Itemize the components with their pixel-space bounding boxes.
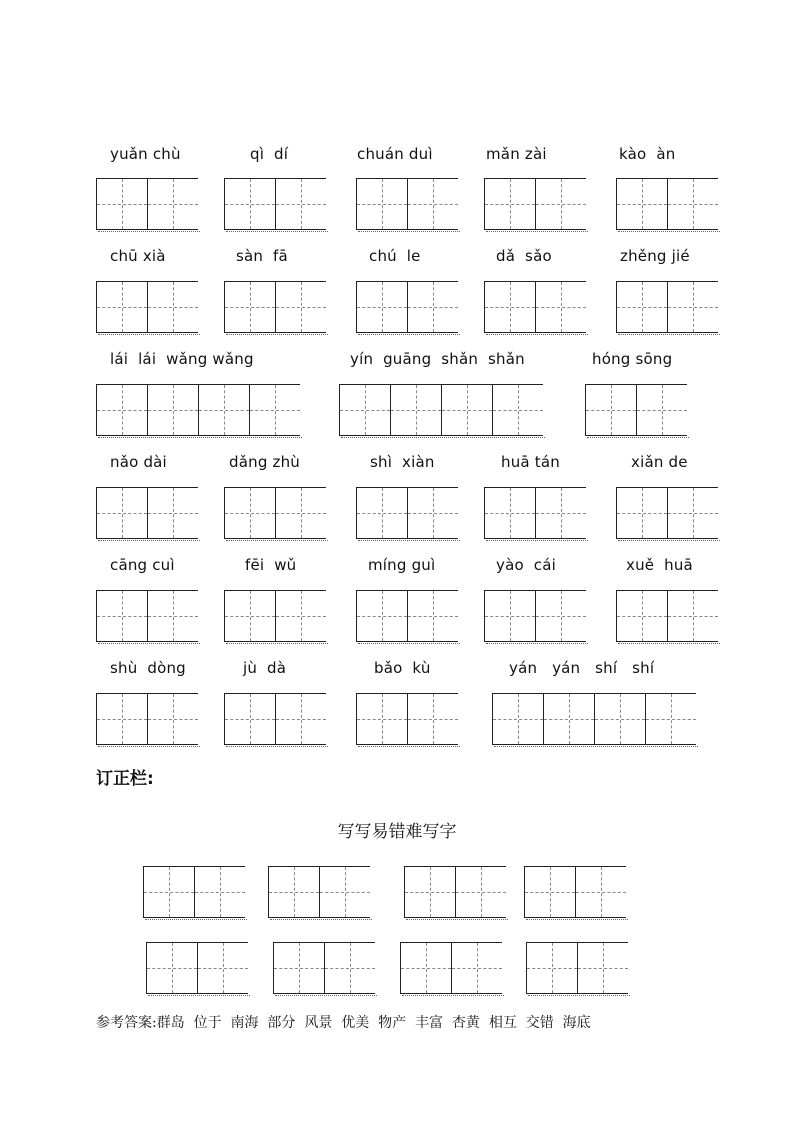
pinyin-label: yán yán shí shí bbox=[509, 659, 655, 677]
writing-grid[interactable] bbox=[224, 178, 326, 230]
writing-grid[interactable] bbox=[268, 866, 370, 918]
pinyin-label: chū xià bbox=[110, 247, 166, 265]
writing-grid[interactable] bbox=[616, 178, 718, 230]
pinyin-label: kào àn bbox=[619, 145, 676, 163]
writing-grid[interactable] bbox=[484, 178, 586, 230]
writing-grid[interactable] bbox=[224, 487, 326, 539]
pinyin-label: yào cái bbox=[496, 556, 556, 574]
writing-grid[interactable] bbox=[96, 693, 198, 745]
writing-grid[interactable] bbox=[526, 942, 628, 994]
pinyin-label: jù dà bbox=[243, 659, 287, 677]
writing-grid[interactable] bbox=[224, 590, 326, 642]
pinyin-label: bǎo kù bbox=[374, 659, 431, 677]
pinyin-label: chuán duì bbox=[357, 145, 433, 163]
pinyin-label: huā tán bbox=[501, 453, 560, 471]
pinyin-label: mǎn zài bbox=[486, 145, 547, 163]
pinyin-label: nǎo dài bbox=[110, 453, 167, 471]
pinyin-label: shì xiàn bbox=[370, 453, 435, 471]
pinyin-label: sàn fā bbox=[236, 247, 288, 265]
writing-grid[interactable] bbox=[339, 384, 543, 436]
writing-grid[interactable] bbox=[616, 281, 718, 333]
pinyin-label: chú le bbox=[369, 247, 421, 265]
pinyin-label: hóng sōng bbox=[592, 350, 673, 368]
writing-grid[interactable] bbox=[224, 693, 326, 745]
pinyin-label: yín guāng shǎn shǎn bbox=[350, 350, 525, 368]
writing-grid[interactable] bbox=[273, 942, 375, 994]
writing-grid[interactable] bbox=[96, 281, 198, 333]
writing-grid[interactable] bbox=[616, 487, 718, 539]
pinyin-label: fēi wǔ bbox=[245, 556, 297, 574]
writing-grid[interactable] bbox=[356, 487, 458, 539]
answer-key: 参考答案:群岛 位于 南海 部分 风景 优美 物产 丰富 杏黄 相互 交错 海底 bbox=[96, 1015, 591, 1031]
pinyin-label: lái lái wǎng wǎng bbox=[110, 350, 254, 368]
writing-grid[interactable] bbox=[224, 281, 326, 333]
writing-grid[interactable] bbox=[484, 281, 586, 333]
writing-grid[interactable] bbox=[616, 590, 718, 642]
writing-grid[interactable] bbox=[404, 866, 506, 918]
correction-label: 订正栏: bbox=[96, 769, 154, 789]
pinyin-label: xiǎn de bbox=[631, 453, 688, 471]
writing-grid[interactable] bbox=[96, 384, 300, 436]
writing-grid[interactable] bbox=[356, 590, 458, 642]
writing-grid[interactable] bbox=[585, 384, 687, 436]
writing-grid[interactable] bbox=[400, 942, 502, 994]
pinyin-label: xuě huā bbox=[626, 556, 693, 574]
pinyin-label: qì dí bbox=[250, 145, 289, 163]
pinyin-label: dǎng zhù bbox=[229, 453, 300, 471]
section-subtitle: 写写易错难写字 bbox=[337, 822, 457, 842]
writing-grid[interactable] bbox=[143, 866, 245, 918]
writing-grid[interactable] bbox=[96, 487, 198, 539]
writing-grid[interactable] bbox=[492, 693, 696, 745]
pinyin-label: cāng cuì bbox=[110, 556, 175, 574]
pinyin-label: míng guì bbox=[368, 556, 436, 574]
pinyin-label: shù dòng bbox=[110, 659, 186, 677]
writing-grid[interactable] bbox=[356, 693, 458, 745]
pinyin-label: dǎ sǎo bbox=[496, 247, 552, 265]
writing-grid[interactable] bbox=[484, 487, 586, 539]
writing-grid[interactable] bbox=[356, 178, 458, 230]
writing-grid[interactable] bbox=[146, 942, 248, 994]
writing-grid[interactable] bbox=[96, 178, 198, 230]
writing-grid[interactable] bbox=[96, 590, 198, 642]
writing-grid[interactable] bbox=[524, 866, 626, 918]
pinyin-label: zhěng jié bbox=[620, 247, 690, 265]
writing-grid[interactable] bbox=[356, 281, 458, 333]
pinyin-label: yuǎn chù bbox=[110, 145, 181, 163]
writing-grid[interactable] bbox=[484, 590, 586, 642]
